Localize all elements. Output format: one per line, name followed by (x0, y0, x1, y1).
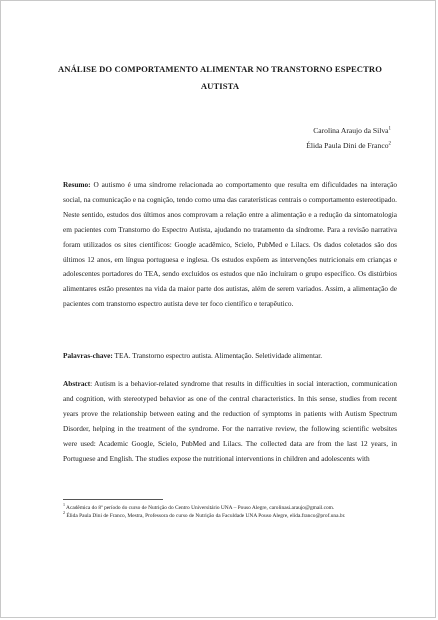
author-list (306, 123, 391, 153)
footnote-mark: 1 (388, 126, 391, 132)
footnote-divider (63, 499, 163, 500)
title-line-1: ANÁLISE DO COMPORTAMENTO ALIMENTAR NO TRANSTORNO ESPECTRO (57, 64, 383, 74)
keywords-label: Palavras-chave: (63, 351, 113, 360)
author-name: Carolina Araujo da Silva (313, 126, 389, 135)
abstract-text: : Autism is a behavior-related syndrome that results in difficulties in social interaction, communication and cognition, with stereotyped behavior as one of the central characteristics. In this sense, studies from recent years prove the relationship between eating and the reduction of symptoms in patients with Autism Spectrum Disorder, helping in the treatment of the syndrome. For the narrative review, the following scientific websites were used: Academic Google, Scielo, PubMed and Lilacs. The collected data are from the last 12 years, in Portuguese and English. The studies expose the nutritional interventions in children and adolescents with (63, 379, 397, 463)
footnote-1 (63, 504, 397, 512)
abstract-paragraph (63, 377, 397, 466)
abstract-label: Abstract (63, 379, 91, 388)
author-name: Élida Paula Dini de Franco (306, 141, 389, 150)
footnotes (63, 504, 397, 520)
footnote-mark: 1 (63, 502, 65, 508)
footnote-2 (63, 512, 397, 520)
author-1 (306, 123, 391, 138)
footnote-mark: 2 (388, 141, 391, 147)
title-line-2: AUTISTA (200, 81, 240, 91)
paper-title (51, 61, 389, 95)
author-2 (306, 138, 391, 153)
footnote-mark: 2 (63, 510, 65, 516)
footnote-text: Acadêmica do 8º período do curso de Nutrição do Centro Universitário UNA – Pouso Alegre, carolinasi.araujo@gmail.com. (65, 505, 335, 511)
footnote-text: Élida Paula Dini de Franco, Mestra, Professora do curso de Nutrição da Faculdade UNA Pouso Alegre, elida.franco@prof.una.br. (65, 513, 346, 520)
resumo-paragraph (63, 178, 397, 312)
resumo-label: Resumo: (63, 180, 91, 189)
keywords-text: TEA. Transtorno espectro autista. Alimentação. Seletividade alimentar. (112, 351, 323, 360)
resumo-text: O autismo é uma síndrome relacionada ao comportamento que resulta em dificuldades na interação social, na comunicação e na cognição, tendo como uma das caraterísticas centrais o comportamento estereotipado. Neste sentido, estudos dos últimos anos comprovam a relação entre a alimentação e a redução da sintomatologia em pacientes com Transtorno do Espectro Autista, ajudando no tratamento da síndrome. Para a revisão narrativa foram utilizados os sites científicos: Google acadêmico, Scielo, PubMed e Lilacs. Os dados coletados são dos últimos 12 anos, em língua portuguesa e inglesa. Os estudos expõem as intervenções nutricionais em crianças e adolescentes portadores do TEA, sendo excluídos os estudos que não incluíram o grupo específico. Os distúrbios alimentares estão presentes na vida da maior parte dos autistas, além de serem variados. Assim, a alimentação de pacientes com transtorno espectro autista deve ter foco científico e terapêutico. (63, 180, 397, 309)
keywords-paragraph (63, 349, 397, 363)
